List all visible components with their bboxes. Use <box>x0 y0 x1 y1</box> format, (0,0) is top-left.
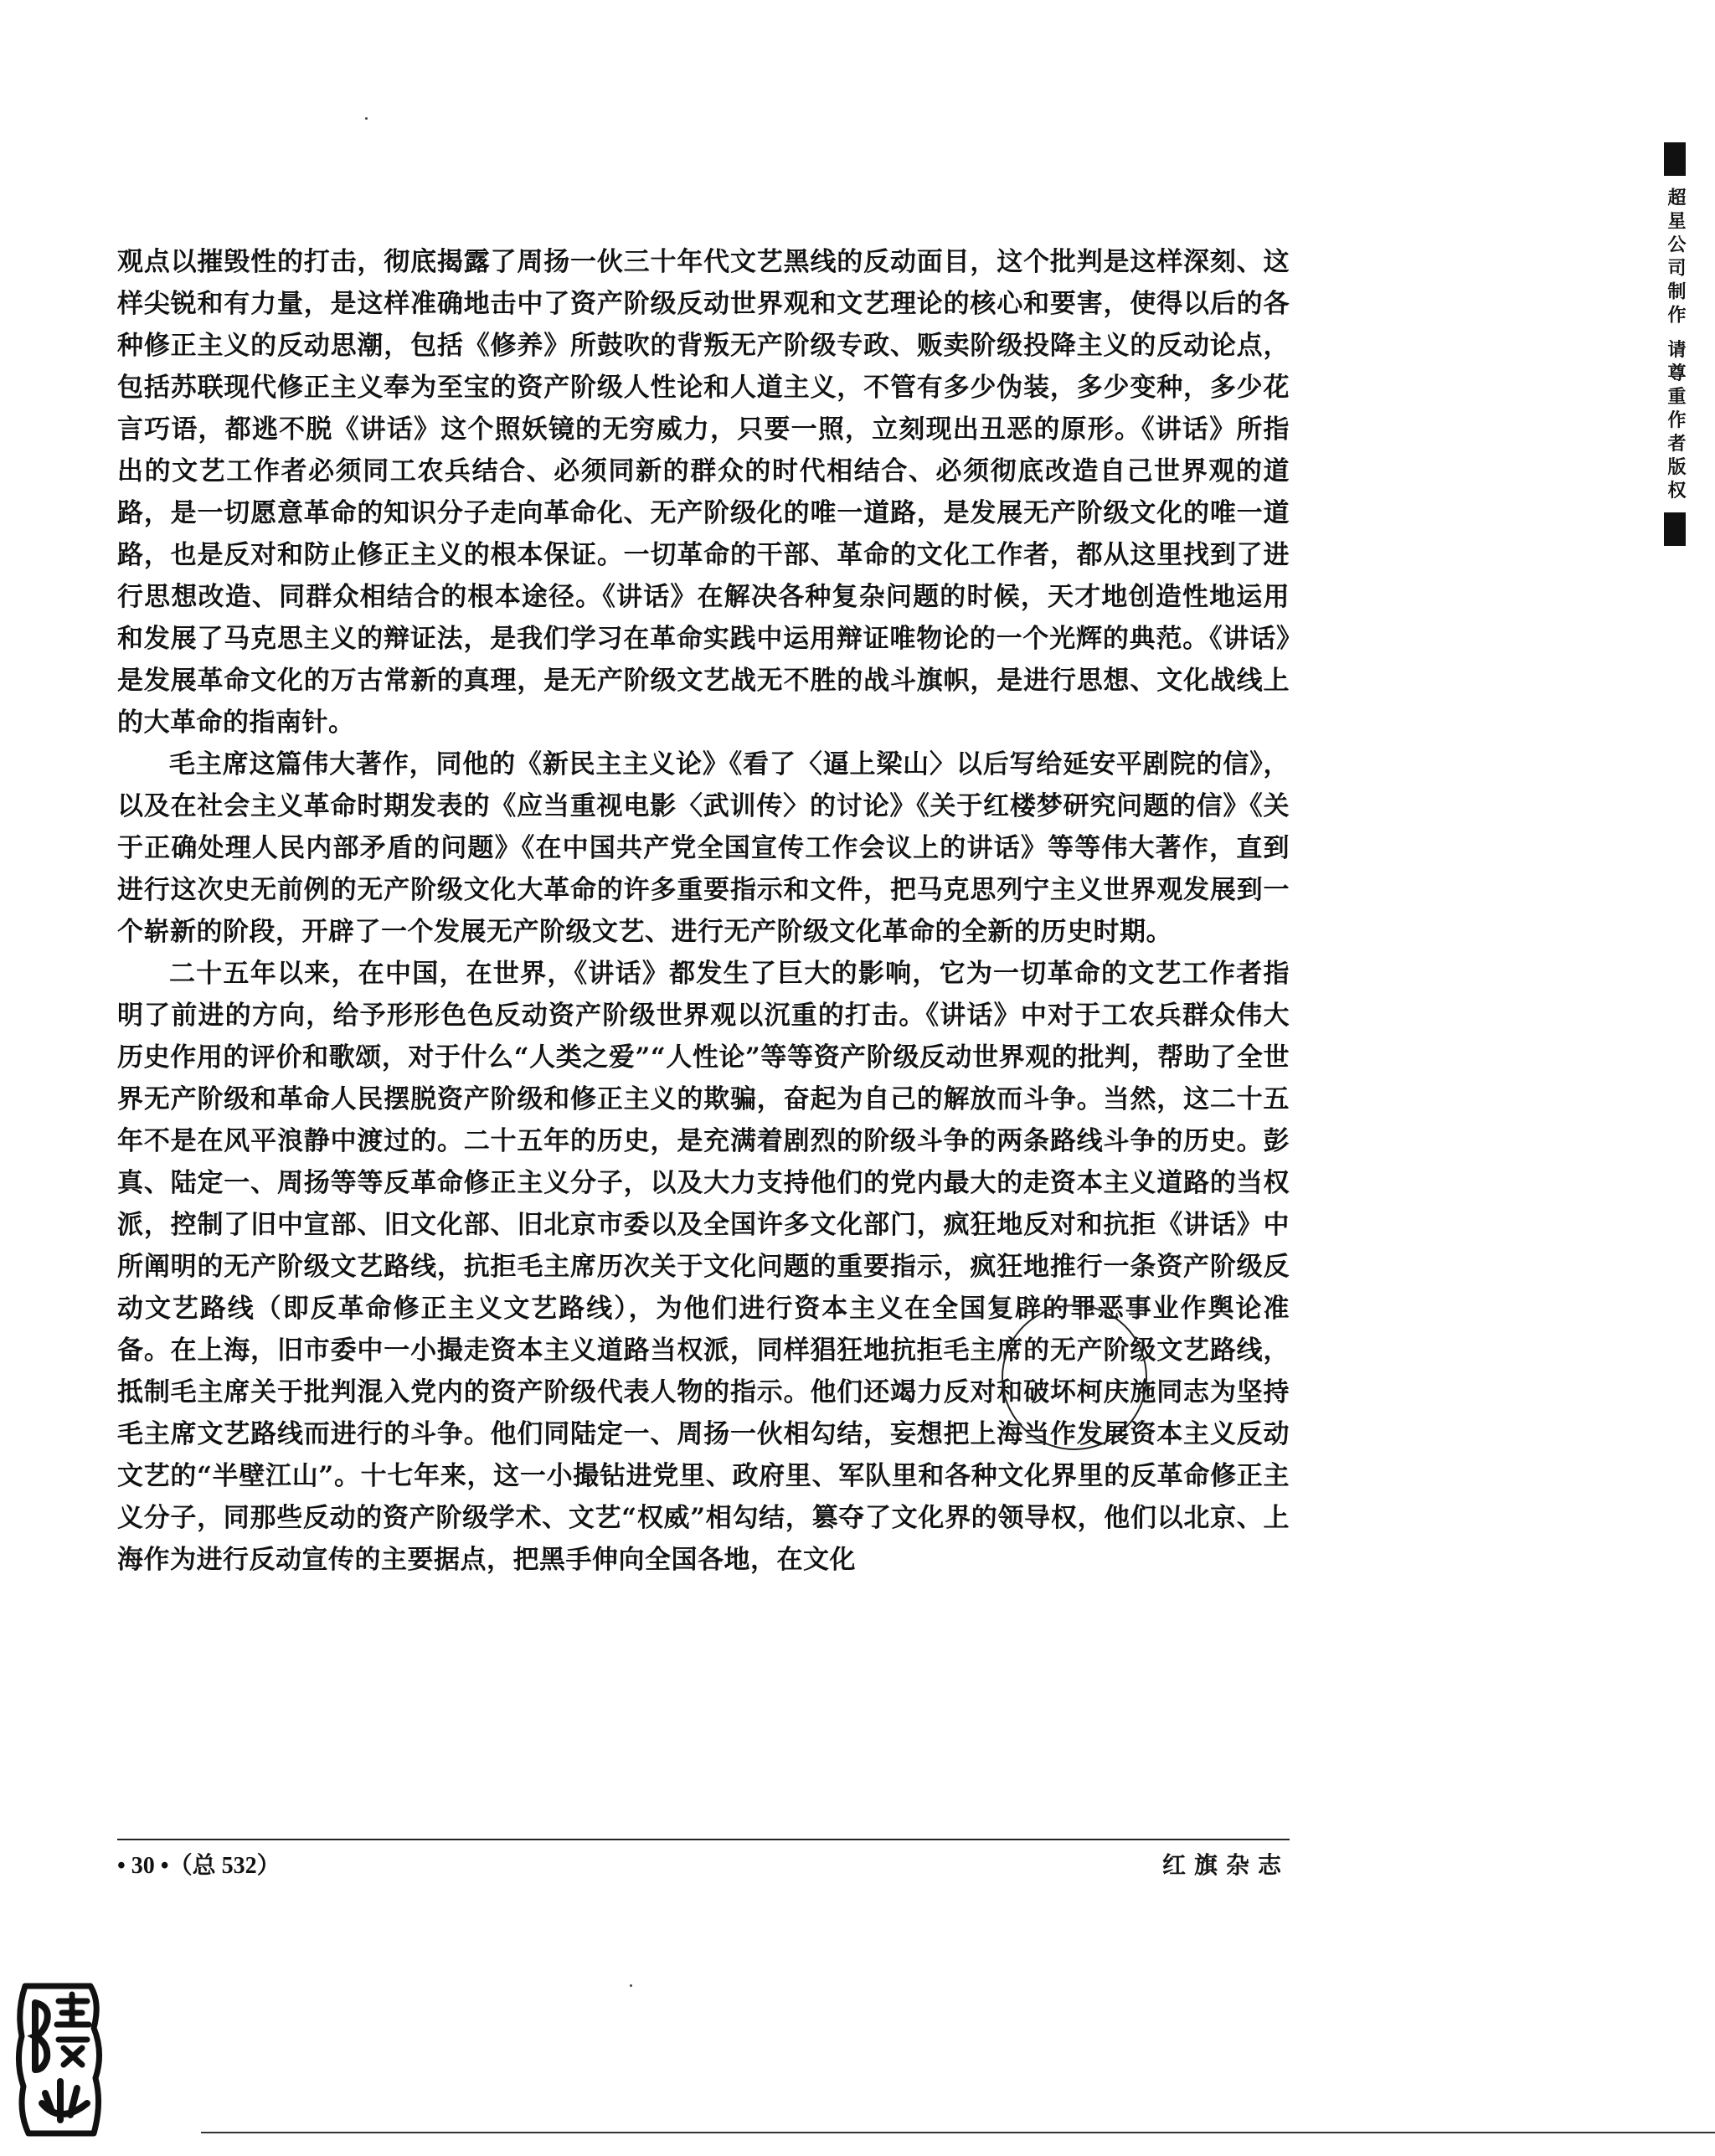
scan-speck <box>365 117 368 120</box>
paragraph-2: 毛主席这篇伟大著作，同他的《新民主主义论》《看了〈逼上梁山〉以后写给延安平剧院的信》，以及在社会主义革命时期发表的《应当重视电影〈武训传〉的讨论》《关于红楼梦研究问题的信》《关于正确处理人民内部矛盾的问题》《在中国共产党全国宣传工作会议上的讲话》等等伟大著作，直到进行这次史无前例的无产阶级文化大革命的许多重要指示和文件，把马克思列宁主义世界观发展到一个崭新的阶段，开辟了一个发展无产阶级文艺、进行无产阶级文化革命的全新的历史时期。 <box>117 749 1290 947</box>
paragraph-1: 观点以摧毁性的打击，彻底揭露了周扬一伙三十年代文艺黑线的反动面目，这个批判是这样深刻、这样尖锐和有力量，是这样准确地击中了资产阶级反动世界观和文艺理论的核心和要害，使得以后的各种修正主义的反动思潮，包括《修养》所鼓吹的背叛无产阶级专政、贩卖阶级投降主义的反动论点，包括苏联现代修正主义奉为至宝的资产阶级人性论和人道主义，不管有多少伪装，多少变种，多少花言巧语，都逃不脱《讲话》这个照妖镜的无穷威力，只要一照，立刻现出丑恶的原形。《讲话》所指出的文艺工作者必须同工农兵结合、必须同新的群众的时代相结合、必须彻底改造自己世界观的道路，是一切愿意革命的知识分子走向革命化、无产阶级化的唯一道路，是发展无产阶级文化的唯一道路，也是反对和防止修正主义的根本保证。一切革命的干部、革命的文化工作者，都从这里找到了进行思想改造、同群众相结合的根本途径。《讲话》在解决各种复杂问题的时候，天才地创造性地运用和发展了马克思主义的辩证法，是我们学习在革命实践中运用辩证唯物论的一个光辉的典范。《讲话》是发展革命文化的万古常新的真理，是无产阶级文艺战无不胜的战斗旗帜，是进行思想、文化战线上的大革命的指南针。 <box>117 247 1290 738</box>
paragraph-3: 二十五年以来，在中国，在世界，《讲话》都发生了巨大的影响，它为一切革命的文艺工作者指明了前进的方向，给予形形色色反动资产阶级世界观以沉重的打击。《讲话》中对于工农兵群众伟大历史作用的评价和歌颂，对于什么“人类之爱”“人性论”等等资产阶级反动世界观的批判，帮助了全世界无产阶级和革命人民摆脱资产阶级和修正主义的欺骗，奋起为自己的解放而斗争。当然，这二十五年不是在风平浪静中渡过的。二十五年的历史，是充满着剧烈的阶级斗争的两条路线斗争的历史。彭真、陆定一、周扬等等反革命修正主义分子，以及大力支持他们的党内最大的走资本主义道路的当权派，控制了旧中宣部、旧文化部、旧北京市委以及全国许多文化部门，疯狂地反对和抗拒《讲话》中所阐明的无产阶级文艺路线，抗拒毛主席历次关于文化问题的重要指示，疯狂地推行一条资产阶级反动文艺路线（即反革命修正主义文艺路线），为他们进行资本主义在全国复辟的罪恶事业作舆论准备。在上海，旧市委中一小撮走资本主义道路当权派，同样猖狂地抗拒毛主席的无产阶级文艺路线，抵制毛主席关于批判混入党内的资产阶级代表人物的指示。他们还竭力反对和破坏柯庆施同志为坚持毛主席文艺路线而进行的斗争。他们同陆定一、周扬一伙相勾结，妄想把上海当作发展资本主义反动文艺的“半壁江山”。十七年来，这一小撮钻进党里、政府里、军队里和各种文化界里的反革命修正主义分子，同那些反动的资产阶级学术、文艺“权威”相勾结，篡夺了文化界的领导权，他们以北京、上海作为进行反动宣传的主要据点，把黑手伸向全国各地，在文化 <box>117 959 1290 1575</box>
handwritten-circle-annotation <box>1002 1304 1147 1450</box>
banner-bar-top <box>1664 142 1686 176</box>
banner-bar-bottom <box>1664 512 1686 546</box>
scan-edge-line <box>201 2132 1715 2133</box>
copyright-text: 超星公司制作 请尊重作者版权 <box>1665 188 1686 504</box>
copyright-banner <box>1660 142 1690 546</box>
page-number: • 30 •（总 532） <box>117 1853 281 1879</box>
journal-name: 红旗杂志 <box>1161 1851 1290 1879</box>
footer-divider <box>117 1839 1290 1840</box>
scan-speck <box>630 1984 632 1987</box>
seal-stamp-icon <box>10 1978 109 2142</box>
